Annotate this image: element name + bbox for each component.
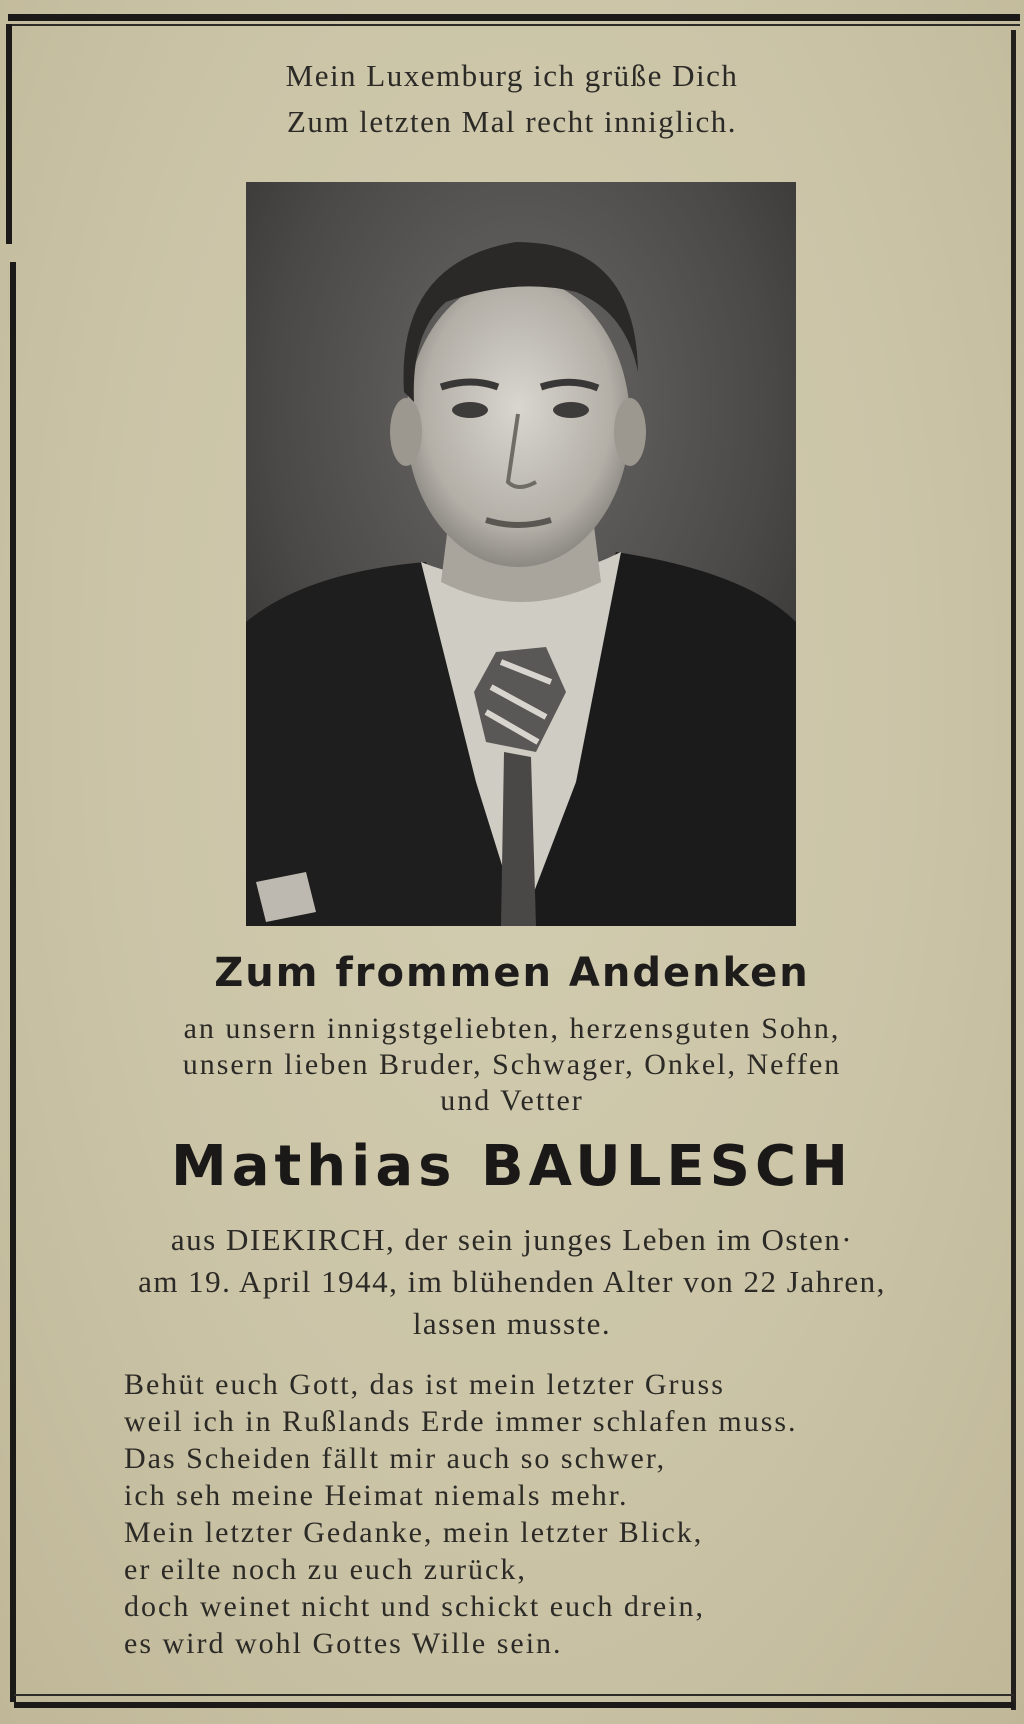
- info-line-1: aus DIEKIRCH, der sein junges Leben im Osten·: [170, 1222, 854, 1257]
- poem-line-2: weil ich in Rußlands Erde immer schlafen muss.: [124, 1405, 798, 1438]
- border-top-inner: [8, 24, 1020, 26]
- poem-line-4: ich seh meine Heimat niemals mehr.: [124, 1479, 629, 1512]
- poem-line-5: Mein letzter Gedanke, mein letzter Blick,: [124, 1516, 704, 1549]
- poem-line-6: er eilte noch zu euch zurück,: [124, 1553, 527, 1586]
- dedication-line-3: und Vetter: [440, 1084, 584, 1117]
- border-top: [8, 14, 1020, 21]
- top-verse-line-1: Mein Luxemburg ich grüße Dich: [285, 58, 739, 93]
- portrait-photo: [246, 182, 796, 926]
- dedication-line-2: unsern lieben Bruder, Schwager, Onkel, Neffen: [182, 1048, 842, 1081]
- info-line-2: am 19. April 1944, im blühenden Alter von 22 Jahren,: [138, 1264, 886, 1299]
- border-bottom: [14, 1702, 1014, 1708]
- poem-line-1: Behüt euch Gott, das ist mein letzter Gruss: [124, 1368, 725, 1401]
- heading-title: Zum frommen Andenken: [214, 950, 810, 996]
- info-line-3: lassen musste.: [412, 1306, 612, 1341]
- top-verse-line-2: Zum letzten Mal recht inniglich.: [286, 104, 738, 139]
- poem-line-8: es wird wohl Gottes Wille sein.: [124, 1627, 563, 1660]
- border-bottom-inner: [14, 1694, 1014, 1696]
- dedication-line-1: an unsern innigstgeliebten, herzensguten Sohn,: [183, 1012, 841, 1045]
- poem-line-7: doch weinet nicht und schickt euch drein,: [124, 1590, 706, 1623]
- deceased-name: Mathias BAULESCH: [171, 1134, 853, 1199]
- portrait-image: [246, 182, 796, 926]
- border-right: [1011, 30, 1016, 1710]
- poem-line-3: Das Scheiden fällt mir auch so schwer,: [124, 1442, 667, 1475]
